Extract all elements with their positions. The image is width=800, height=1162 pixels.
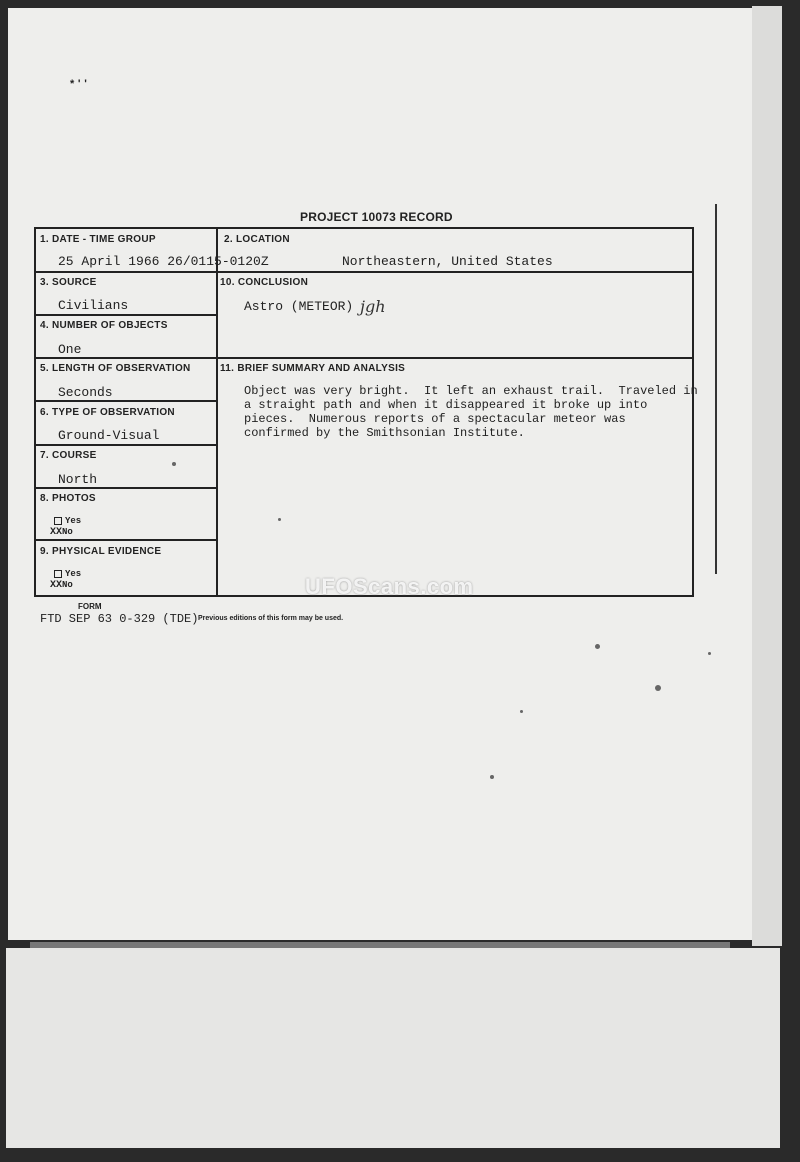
speck (708, 652, 711, 655)
photos-yes-checkbox (54, 517, 62, 525)
top-marks: * ' ' (70, 78, 88, 90)
margin-line (715, 204, 717, 574)
speck (172, 462, 176, 466)
evidence-yes-checkbox (54, 570, 62, 578)
summary-text: Object was very bright. It left an exhaust trail. Traveled in a straight path and when it disappeared it broke up into pieces. Numerous reports of a spectacular meteor was confirmed by the Smithsonian Institute. (244, 384, 698, 440)
watermark: UFOScans.com (305, 574, 474, 599)
speck (490, 775, 494, 779)
conclusion-label: 10. CONCLUSION (220, 277, 309, 288)
physical-evidence-label: 9. PHYSICAL EVIDENCE (40, 546, 162, 557)
date-time-label: 1. DATE - TIME GROUP (40, 234, 156, 245)
page-edge (752, 6, 782, 946)
summary-label: 11. BRIEF SUMMARY AND ANALYSIS (220, 363, 406, 374)
location-value: Northeastern, United States (342, 254, 553, 269)
form-note: Previous editions of this form may be used. (198, 615, 344, 622)
speck (520, 710, 523, 713)
form-code: FTD SEP 63 0-329 (TDE) (40, 612, 199, 626)
length-of-observation-label: 5. LENGTH OF OBSERVATION (40, 363, 191, 374)
speck (595, 644, 600, 649)
conclusion-value: Astro (METEOR) (244, 299, 354, 314)
number-of-objects-value: One (58, 342, 82, 357)
evidence-yes-option: Yes (54, 569, 81, 579)
speck (278, 518, 281, 521)
lower-sheet (6, 948, 780, 1148)
number-of-objects-label: 4. NUMBER OF OBJECTS (40, 320, 168, 331)
type-of-observation-label: 6. TYPE OF OBSERVATION (40, 407, 175, 418)
page-shadow (30, 942, 730, 948)
record-title: PROJECT 10073 RECORD (300, 210, 453, 224)
photos-label: 8. PHOTOS (40, 493, 96, 504)
speck (655, 685, 661, 691)
type-of-observation-value: Ground-Visual (58, 428, 160, 443)
photos-no-option: XXNo (50, 527, 73, 538)
form-word: FORM (78, 602, 102, 611)
handwritten-initials: jgh (360, 297, 386, 316)
length-of-observation-value: Seconds (58, 385, 113, 400)
photos-yes-option: Yes (54, 516, 81, 526)
evidence-no-option: XXNo (50, 580, 73, 591)
course-value: North (58, 472, 98, 487)
source-label: 3. SOURCE (40, 277, 97, 288)
date-time-value: 25 April 1966 26/0115-0120Z (58, 254, 269, 269)
record-form (34, 227, 698, 597)
course-label: 7. COURSE (40, 450, 97, 461)
source-value: Civilians (58, 298, 129, 313)
location-label: 2. LOCATION (224, 234, 290, 245)
